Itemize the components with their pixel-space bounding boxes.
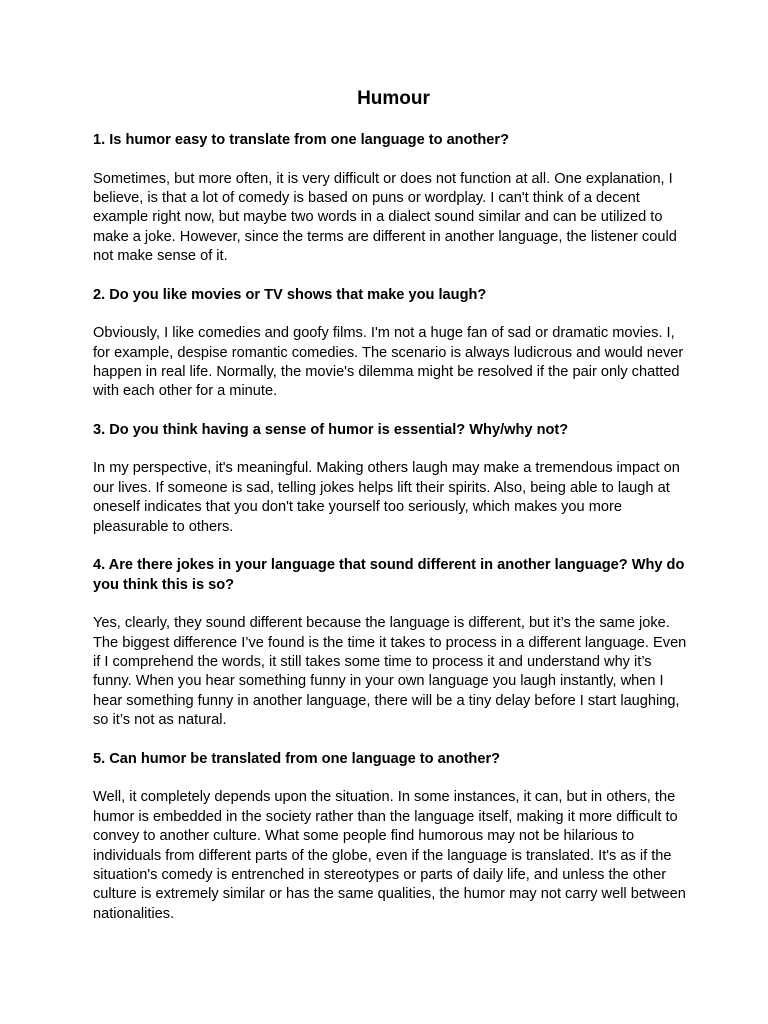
page-title: Humour — [357, 88, 430, 109]
question-1: 1. Is humor easy to translate from one language to another? — [93, 132, 510, 148]
question-2: 2. Do you like movies or TV shows that make you laugh? — [93, 286, 487, 303]
qa-item-4 — [93, 556, 694, 731]
qa-item-3 — [93, 421, 694, 537]
answer-2: Obviously, I like comedies and goofy films. I'm not a huge fan of sad or dramatic movies. I, for example, despise romantic comedies. The scenario is always ludicrous and would never happen in real life. Normally, the movie's dilemma might be resolved if the pair only chatted with each other for a minute. — [93, 325, 684, 400]
qa-item-5 — [93, 750, 694, 924]
question-5: 5. Can humor be translated from one language to another? — [93, 750, 501, 767]
qa-item-1 — [93, 131, 694, 267]
question-4: 4. Are there jokes in your language that sound different in another language? Why do you think this is so? — [93, 557, 685, 593]
answer-5: Well, it completely depends upon the situation. In some instances, it can, but in others, the humor is embedded in the society rather than the language itself, making it more difficult to convey to another culture. What some people find humorous may not be hilarious to individuals from different parts of the globe, even if the language is translated. It's as if the situation's comedy is entrenched in stereotypes or parts of daily life, and unless the other culture is extremely similar or has the same qualities, the humor may not carry well between nationalities. — [93, 789, 686, 922]
answer-3: In my perspective, it's meaningful. Making others laugh may make a tremendous impact on our lives. If someone is sad, telling jokes helps lift their spirits. Also, being able to laugh at oneself indicates that you don't take yourself too seriously, which makes you more pleasurable to others. — [93, 460, 680, 535]
answer-1: Sometimes, but more often, it is very difficult or does not function at all. One explanation, I believe, is that a lot of comedy is based on puns or wordplay. I can't think of a decent example right now, but maybe two words in a dialect sound similar and can be utilized to make a joke. However, since the terms are different in another language, the listener could not make sense of it. — [93, 170, 677, 265]
question-3: 3. Do you think having a sense of humor is essential? Why/why not? — [93, 421, 569, 438]
qa-item-2 — [93, 286, 694, 402]
answer-4: Yes, clearly, they sound different because the language is different, but it’s the same joke. The biggest difference I’ve found is the time it takes to process in a different language. Even if I comprehend the words, it still takes some time to process it and understand why it’s funny. When you hear something funny in your own language you laugh instantly, when I hear something funny in another language, there will be a tiny delay before I start laughing, so it’s not as natural. — [93, 615, 687, 729]
